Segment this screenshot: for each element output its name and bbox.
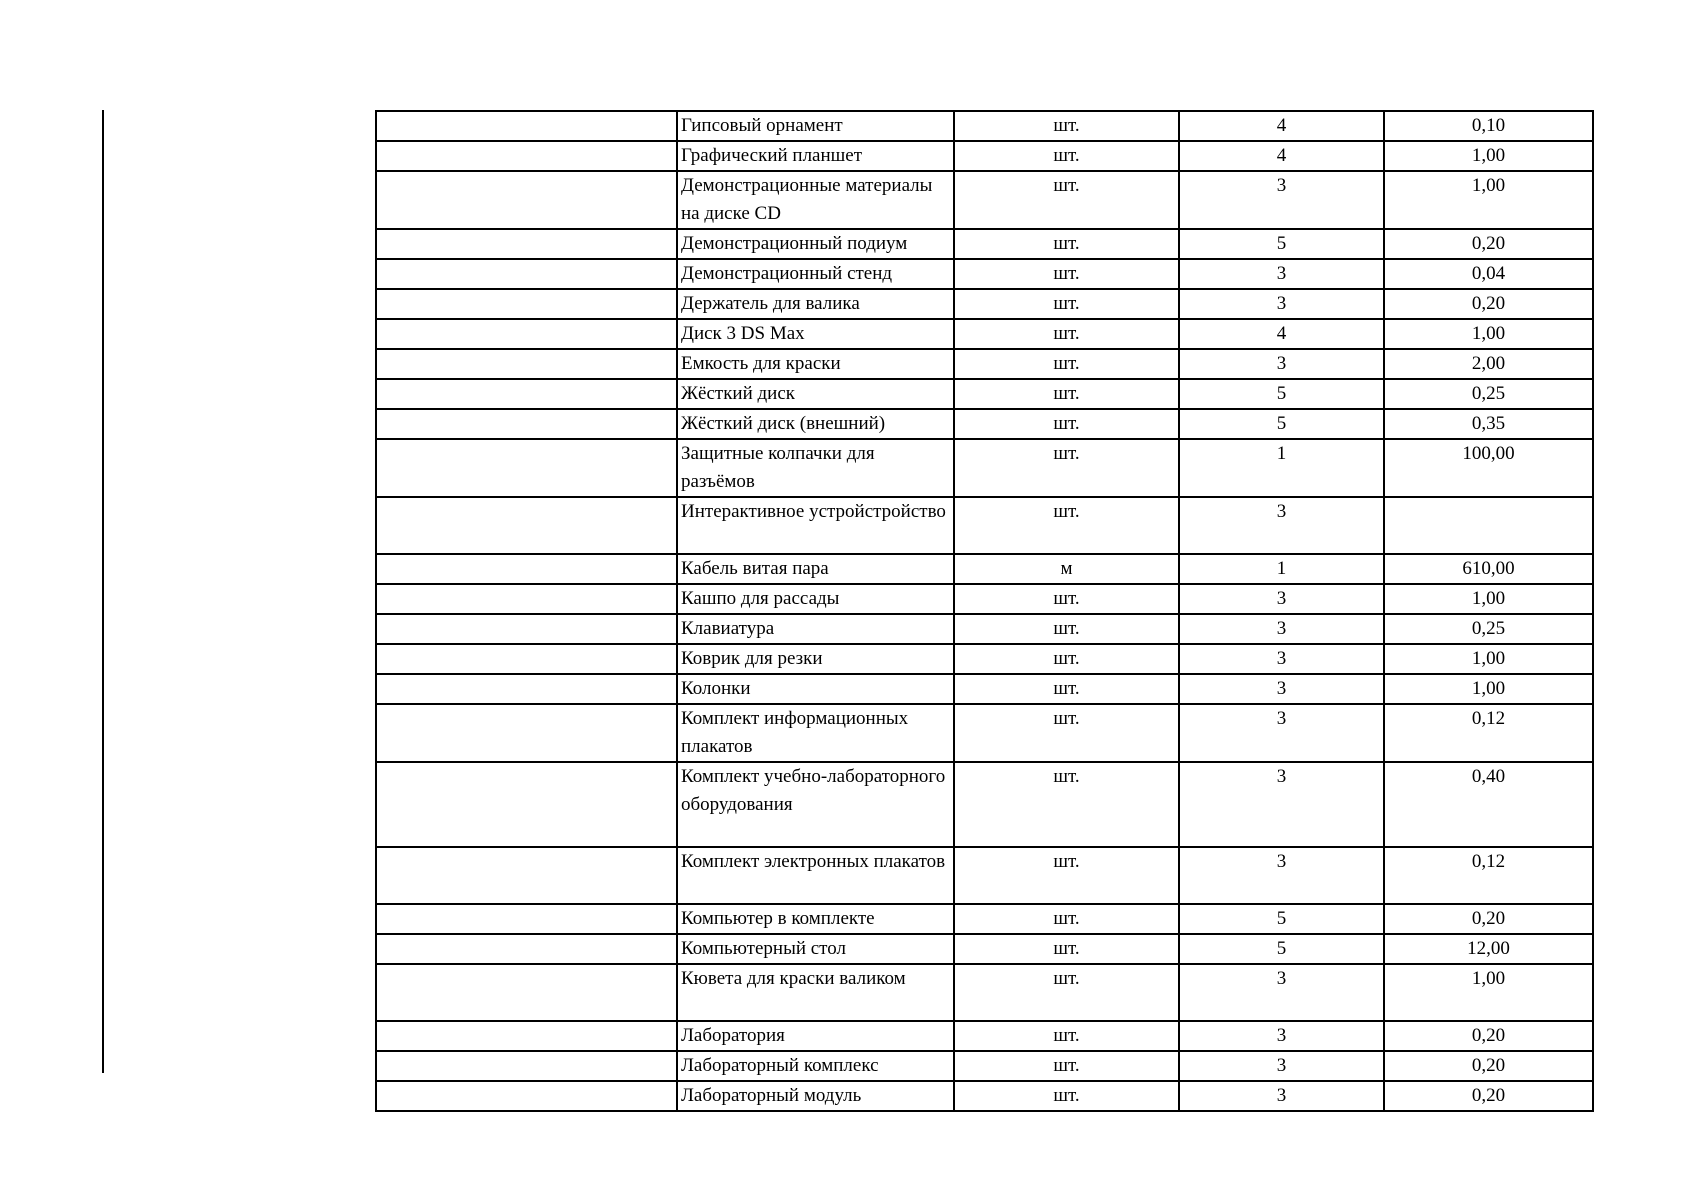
value-cell: 0,35 [1384,409,1593,439]
table-row [376,319,1593,349]
table-row [376,379,1593,409]
table-row [376,349,1593,379]
item-name-cell: Емкость для краски [677,349,954,379]
unit-cell: шт. [954,379,1179,409]
item-name-cell: Кабель витая пара [677,554,954,584]
value-cell: 0,20 [1384,229,1593,259]
value-cell: 0,20 [1384,1081,1593,1111]
quantity-cell: 3 [1179,762,1384,847]
item-name-cell: Колонки [677,674,954,704]
unit-cell: шт. [954,964,1179,1021]
item-name-cell: Комплект учебно-лабораторного оборудования [677,762,954,847]
table-row [376,259,1593,289]
quantity-cell: 3 [1179,964,1384,1021]
unit-cell: шт. [954,847,1179,904]
value-cell: 1,00 [1384,141,1593,171]
empty-cell [376,614,677,644]
item-name-cell: Компьютерный стол [677,934,954,964]
value-cell: 0,40 [1384,762,1593,847]
quantity-cell: 3 [1179,584,1384,614]
unit-cell: шт. [954,319,1179,349]
table-row [376,409,1593,439]
item-name-cell: Компьютер в комплекте [677,904,954,934]
value-cell: 0,12 [1384,847,1593,904]
unit-cell: шт. [954,409,1179,439]
quantity-cell: 5 [1179,409,1384,439]
item-name-cell: Кашпо для рассады [677,584,954,614]
table-row [376,171,1593,229]
left-margin-rule [102,110,104,1073]
unit-cell: шт. [954,904,1179,934]
unit-cell: шт. [954,1051,1179,1081]
empty-cell [376,1051,677,1081]
table-row [376,762,1593,847]
quantity-cell: 3 [1179,171,1384,229]
empty-cell [376,1021,677,1051]
empty-cell [376,289,677,319]
table-row [376,704,1593,762]
table-row [376,934,1593,964]
value-cell: 1,00 [1384,584,1593,614]
table-row [376,289,1593,319]
quantity-cell: 5 [1179,934,1384,964]
table-row [376,964,1593,1021]
empty-cell [376,439,677,497]
value-cell: 0,04 [1384,259,1593,289]
quantity-cell: 1 [1179,439,1384,497]
empty-cell [376,409,677,439]
unit-cell: шт. [954,439,1179,497]
table-row [376,554,1593,584]
value-cell: 100,00 [1384,439,1593,497]
table-row [376,614,1593,644]
quantity-cell: 5 [1179,379,1384,409]
empty-cell [376,847,677,904]
quantity-cell: 3 [1179,614,1384,644]
item-name-cell: Гипсовый орнамент [677,111,954,141]
unit-cell: шт. [954,171,1179,229]
value-cell: 12,00 [1384,934,1593,964]
unit-cell: шт. [954,704,1179,762]
unit-cell: шт. [954,497,1179,554]
table-row [376,439,1593,497]
quantity-cell: 4 [1179,319,1384,349]
item-name-cell: Лабораторный модуль [677,1081,954,1111]
item-name-cell: Лаборатория [677,1021,954,1051]
item-name-cell: Жёсткий диск (внешний) [677,409,954,439]
item-name-cell: Клавиатура [677,614,954,644]
empty-cell [376,904,677,934]
unit-cell: шт. [954,1081,1179,1111]
value-cell: 0,12 [1384,704,1593,762]
item-name-cell: Жёсткий диск [677,379,954,409]
value-cell: 1,00 [1384,644,1593,674]
empty-cell [376,1081,677,1111]
quantity-cell: 3 [1179,847,1384,904]
value-cell: 0,20 [1384,1051,1593,1081]
table-row [376,497,1593,554]
item-name-cell: Защитные колпачки для разъёмов [677,439,954,497]
quantity-cell: 5 [1179,229,1384,259]
value-cell: 0,20 [1384,289,1593,319]
quantity-cell: 1 [1179,554,1384,584]
empty-cell [376,111,677,141]
item-name-cell: Комплект электронных плакатов [677,847,954,904]
empty-cell [376,704,677,762]
table-row [376,141,1593,171]
quantity-cell: 3 [1179,1051,1384,1081]
empty-cell [376,379,677,409]
table-row [376,1021,1593,1051]
equipment-table-body [376,111,1593,1111]
empty-cell [376,497,677,554]
quantity-cell: 3 [1179,259,1384,289]
empty-cell [376,554,677,584]
quantity-cell: 4 [1179,141,1384,171]
unit-cell: шт. [954,644,1179,674]
unit-cell: шт. [954,762,1179,847]
quantity-cell: 5 [1179,904,1384,934]
value-cell: 1,00 [1384,319,1593,349]
quantity-cell: 4 [1179,111,1384,141]
unit-cell: шт. [954,141,1179,171]
quantity-cell: 3 [1179,1021,1384,1051]
unit-cell: шт. [954,934,1179,964]
value-cell: 1,00 [1384,964,1593,1021]
item-name-cell: Интерактивное устройстройство [677,497,954,554]
unit-cell: шт. [954,111,1179,141]
quantity-cell: 3 [1179,289,1384,319]
empty-cell [376,644,677,674]
value-cell [1384,497,1593,554]
value-cell: 2,00 [1384,349,1593,379]
table-row [376,1081,1593,1111]
unit-cell: шт. [954,1021,1179,1051]
unit-cell: шт. [954,674,1179,704]
empty-cell [376,171,677,229]
unit-cell: шт. [954,229,1179,259]
item-name-cell: Демонстрационный стенд [677,259,954,289]
quantity-cell: 3 [1179,674,1384,704]
item-name-cell: Лабораторный комплекс [677,1051,954,1081]
table-row [376,584,1593,614]
unit-cell: шт. [954,584,1179,614]
value-cell: 610,00 [1384,554,1593,584]
unit-cell: шт. [954,259,1179,289]
empty-cell [376,259,677,289]
item-name-cell: Графический планшет [677,141,954,171]
table-row [376,229,1593,259]
value-cell: 0,20 [1384,1021,1593,1051]
item-name-cell: Диск 3 DS Max [677,319,954,349]
empty-cell [376,319,677,349]
unit-cell: шт. [954,614,1179,644]
unit-cell: шт. [954,289,1179,319]
empty-cell [376,229,677,259]
value-cell: 0,25 [1384,379,1593,409]
table-row [376,847,1593,904]
empty-cell [376,141,677,171]
item-name-cell: Демонстрационные материалы на диске CD [677,171,954,229]
empty-cell [376,964,677,1021]
empty-cell [376,762,677,847]
item-name-cell: Комплект информационных плакатов [677,704,954,762]
value-cell: 1,00 [1384,674,1593,704]
empty-cell [376,934,677,964]
quantity-cell: 3 [1179,704,1384,762]
table-row [376,1051,1593,1081]
value-cell: 0,25 [1384,614,1593,644]
empty-cell [376,674,677,704]
table-row [376,674,1593,704]
unit-cell: м [954,554,1179,584]
value-cell: 1,00 [1384,171,1593,229]
equipment-table [375,110,1594,1112]
table-row [376,904,1593,934]
table-row [376,644,1593,674]
unit-cell: шт. [954,349,1179,379]
item-name-cell: Кювета для краски валиком [677,964,954,1021]
empty-cell [376,349,677,379]
item-name-cell: Коврик для резки [677,644,954,674]
table-row [376,111,1593,141]
value-cell: 0,10 [1384,111,1593,141]
item-name-cell: Держатель для валика [677,289,954,319]
quantity-cell: 3 [1179,349,1384,379]
quantity-cell: 3 [1179,497,1384,554]
quantity-cell: 3 [1179,1081,1384,1111]
value-cell: 0,20 [1384,904,1593,934]
item-name-cell: Демонстрационный подиум [677,229,954,259]
empty-cell [376,584,677,614]
quantity-cell: 3 [1179,644,1384,674]
